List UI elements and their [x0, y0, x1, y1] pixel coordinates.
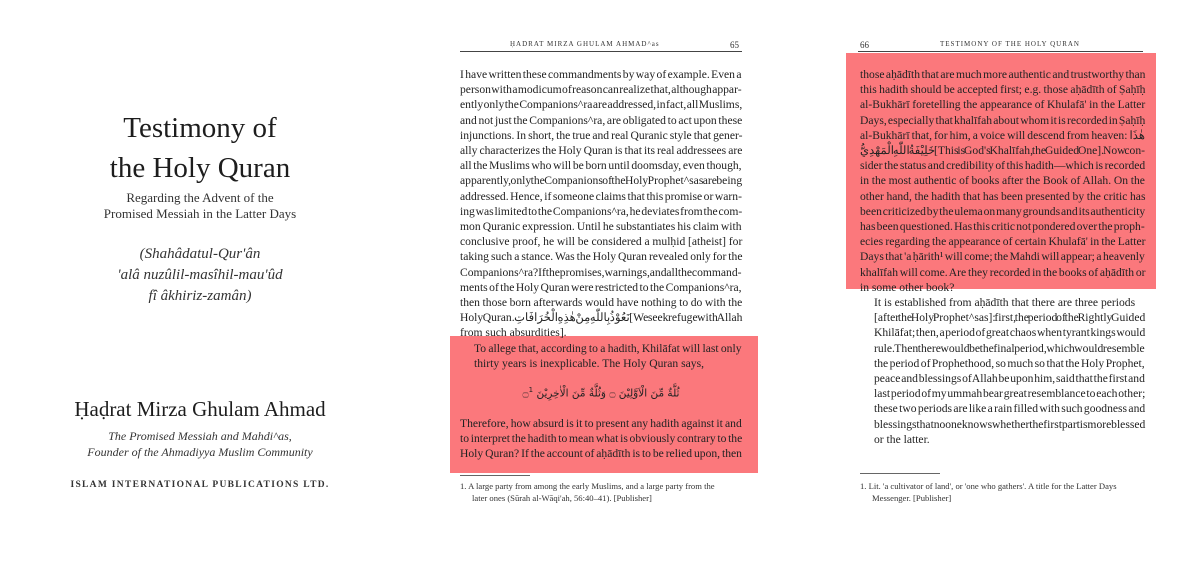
header-rule: [460, 51, 742, 52]
text-line: in some other book?: [860, 280, 955, 294]
text-line: the period of Prophethood, so much so that the Holy Prophet,: [874, 356, 1145, 370]
verse-text: ثُلَّةٌ مِّنَ الْاَوَّلِيْنَ ۝ وَثُلَّةٌ مِّنَ الْاٰخِرِيْنَ ۝: [522, 387, 680, 400]
text-line: ently only the Companions^ra are addressed, in fact, all Muslims,: [460, 98, 743, 112]
text-line: Holy Quran. نَعُوْذُ بِاللّٰهِ مِنْ هٰذِهِ الْخُرَافَاتِ [We seek refuge with Allah: [460, 311, 743, 325]
text-line: thirty years is inexplicable. The Holy Quran says,: [474, 356, 704, 370]
header-rule: [858, 51, 1143, 52]
quran-verse: [460, 383, 742, 402]
text-line: Days, especially that khalīfah about whom it is recorded in Ṣaḥīḥ: [860, 113, 1146, 127]
text-line: been criticized by the ulema on many grounds and its authenticity: [860, 204, 1146, 218]
transliterated-title: [0, 244, 400, 307]
text-line: person with a modicum of reason can realize that, although appar-: [460, 83, 742, 97]
author-role: [0, 428, 400, 460]
running-head: ḤADRAT MIRZA GHULAM AHMAD^as: [510, 40, 660, 48]
text-line: this hadith should be accepted first; e.g. those aḥādīth of Ṣaḥīḥ: [860, 83, 1146, 97]
text-line: It is established from aḥādīth that there are three periods: [874, 296, 1136, 310]
footnote-rule: [460, 475, 530, 476]
text-line: has been questioned. Has this critic not pondered over the proph-: [860, 220, 1145, 234]
text-line: then those born afterwards would have nothing to do with the: [460, 296, 743, 310]
page-66-body: [860, 67, 1145, 447]
running-head: TESTIMONY OF THE HOLY QURAN: [940, 40, 1080, 48]
text-line: Holy Quran? If the account of aḥādīth is to be relied upon, then: [460, 447, 742, 461]
paragraph: [460, 341, 742, 371]
text-line: ments of the Holy Quran were restricted to the Companions^ra,: [460, 280, 742, 294]
text-line: ecies regarding the appearance of certain Khulafā' in the Latter: [860, 235, 1146, 249]
text-line: al-Bukhārī foretelling the appearance of Khulafā' in the Latter: [860, 98, 1146, 112]
text-line: or the latter.: [874, 432, 930, 446]
title-line: Testimony of: [123, 112, 277, 144]
text-line: [after the Holy Prophet^sas]: first, the period of the Rightly Guided: [874, 311, 1146, 325]
footnote-marker: 1: [528, 386, 534, 395]
text-line: To allege that, according to a hadith, Khilāfat will last only: [474, 341, 742, 355]
paragraph: [460, 67, 742, 341]
page-65-body: [460, 67, 742, 461]
text-line: Therefore, how absurd is it to present any hadith against it and: [460, 416, 742, 430]
text-line: mon Quranic expression. Until he substantiates his claim with: [460, 220, 742, 234]
text-line: last period of my ummah bear great resemblance to each other;: [874, 387, 1146, 401]
text-line: Companions^ra? If the promises, warnings, and all the command-: [460, 265, 742, 279]
subtitle-line: Regarding the Advent of the: [126, 190, 274, 205]
page-number: 65: [730, 40, 739, 50]
page-number: 66: [860, 40, 869, 50]
author-role-line: The Promised Messiah and Mahdi^as,: [108, 429, 292, 443]
footnote-line: 1. A large party from among the early Muslims, and a large party from the: [460, 481, 715, 491]
subtitle-line: Promised Messiah in the Latter Days: [103, 206, 297, 221]
book-subtitle: [0, 190, 400, 222]
text-line: apparently, only the Companions of the Holy Prophet^sas are being: [460, 174, 743, 188]
text-line: peace and blessings of Allah be upon him, said that the first and: [874, 372, 1145, 386]
footnote: [460, 481, 745, 504]
text-line: Days that 'a ḥārith¹ will come; the Mahdi will appear; a heavenly: [860, 250, 1145, 264]
footnote-rule: [860, 473, 940, 474]
footnote-line: 1. Lit. 'a cultivator of land', or 'one who gathers'. A title for the Latter Days: [860, 481, 1117, 491]
author-role-line: Founder of the Ahmadiyya Muslim Community: [87, 445, 313, 459]
text-line: from such absurdities].: [460, 326, 567, 340]
publisher-name: ISLAM INTERNATIONAL PUBLICATIONS LTD.: [70, 480, 330, 490]
text-line: in the most authentic of books after the Book of Allah. On the: [860, 174, 1145, 188]
text-line: other hand, the hadith that has been presented by the critic has: [860, 189, 1146, 203]
title-line: the Holy Quran: [109, 152, 291, 184]
text-line: these two periods are like a rain filled with such goodness and: [874, 402, 1146, 416]
footnote-line: Messenger. [Publisher]: [872, 492, 952, 503]
book-title: [0, 108, 400, 188]
text-line: Khilāfat; then, a period of great chaos when tyrant kings would: [874, 326, 1146, 340]
page-65: [400, 0, 800, 567]
text-line: those aḥādīth that are much more authentic and trustworthy than: [860, 68, 1146, 81]
paragraph: [860, 67, 1145, 295]
translit-line: 'alâ nuzûlil-masîhil-mau'ûd: [117, 267, 283, 283]
text-line: taking such a stance. Was the Holy Quran revealed only for the: [460, 250, 743, 264]
text-line: blessings that no one knows whether the first part is more blessed: [874, 417, 1146, 431]
text-line: to interpret the hadith to mean what is obviously contrary to the: [460, 431, 743, 445]
text-line: addressed. Hence, if someone claims that this promise or warn-: [460, 189, 742, 203]
text-line: conclusive proof, he will be considered a mulḥid [atheist] for: [460, 235, 743, 249]
text-line: ing was limited to the Companions^ra, he deviates from the com-: [460, 204, 743, 218]
text-line: injunctions. In short, the true and real Quranic style that gener-: [460, 128, 743, 142]
paragraph: [860, 295, 1145, 447]
text-line: rule. Then there would be the final period, which would resemble: [874, 341, 1145, 355]
text-line: all the Muslims who will be born until doomsday, even though,: [460, 159, 742, 173]
translit-line: (Shahâdatul-Qur'ân: [139, 246, 261, 262]
page-66: [800, 0, 1200, 567]
text-line: ally characterizes the Holy Quran is that its real addressees are: [460, 144, 743, 158]
text-line: khalīfah will come. Are they recorded in the books of aḥādīth or: [860, 265, 1146, 279]
text-line: I have written these commandments by way of example. Even a: [460, 68, 742, 81]
text-line: al-Bukhārī that, for him, a voice will descend from heaven: هٰذَا: [860, 128, 1145, 142]
text-line: خَلِيْفَةُ اللّٰهِ الْمَهْدِيُّ [This is God's Khalīfah, the Guided One]. Now con-: [860, 144, 1145, 158]
text-line: sider the status and credibility of this hadith—which is recorded: [860, 159, 1146, 173]
title-page: [0, 0, 400, 567]
footnote: [860, 481, 1150, 504]
author-name: Ḥaḍrat Mirza Ghulam Ahmad: [74, 397, 326, 421]
text-line: and not just the Companions^ra, are obligated to act upon these: [460, 113, 743, 127]
translit-line: fî âkhiriz-zamân): [148, 288, 252, 304]
paragraph: [460, 416, 742, 462]
footnote-line: later ones (Sūrah al-Wāqi'ah, 56:40–41). [Publisher]: [472, 492, 652, 503]
